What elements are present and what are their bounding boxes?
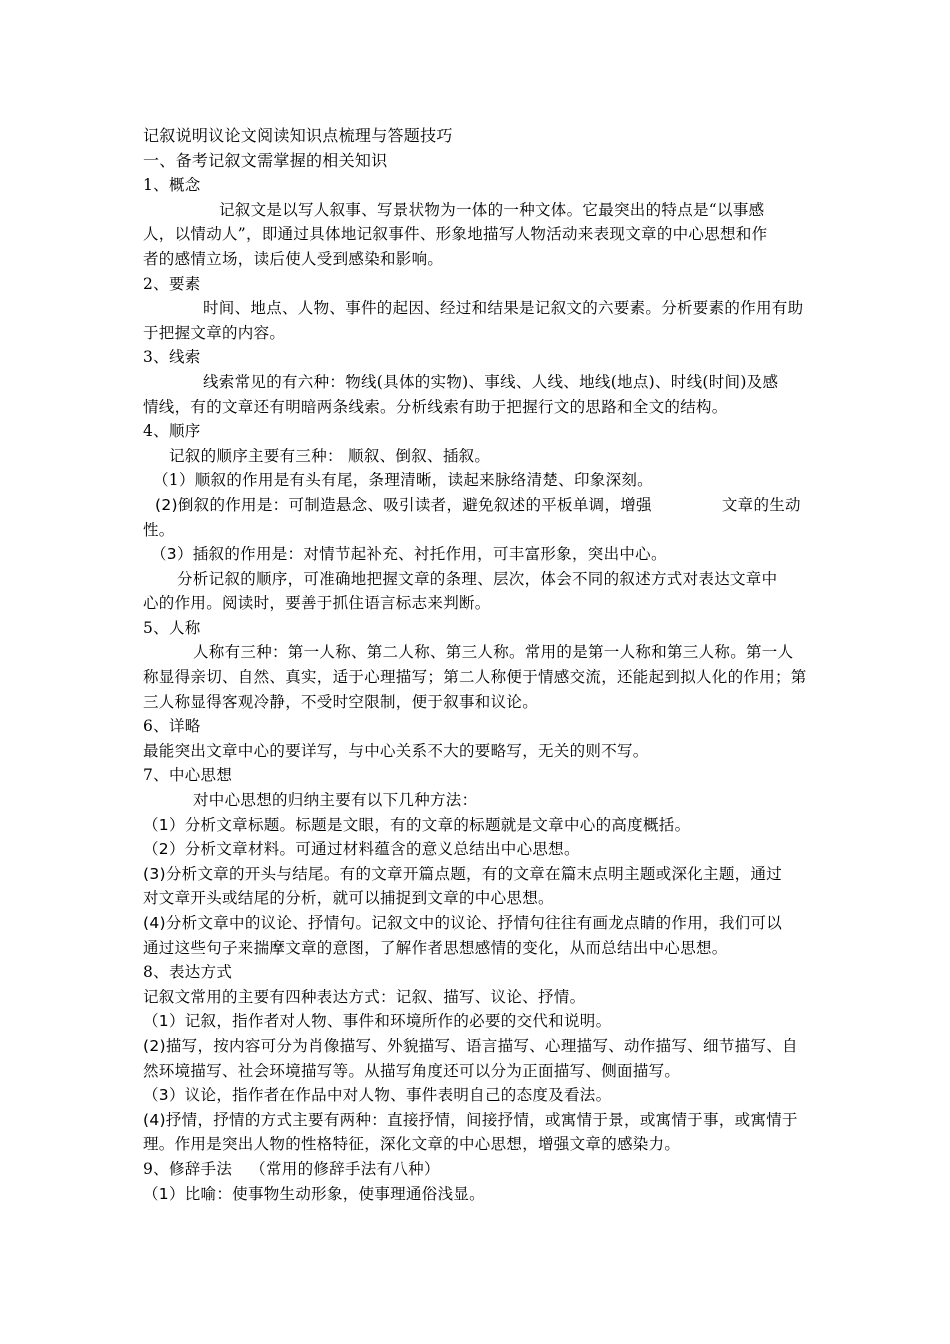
paragraph-line: （1）顺叙的作用是有头有尾，条理清晰，读起来脉络清楚、印象深刻。 (153, 471, 653, 490)
paragraph-line: 称显得亲切、自然、真实，适于心理描写；第二人称便于情感交流，还能起到拟人化的作用；第 (143, 668, 807, 687)
item-heading-order: 4、顺序 (143, 422, 201, 441)
paragraph-line: 记叙文是以写人叙事、写景状物为一体的一种文体。它最突出的特点是“以事感 (219, 200, 765, 219)
document-body (143, 124, 809, 1206)
paragraph-line: 人称有三种：第一人称、第二人称、第三人称。常用的是第一人称和第三人称。第一人 (193, 643, 794, 662)
item-heading-expression: 8、表达方式 (143, 963, 233, 982)
heading-note: （常用的修辞手法有八种） (250, 1159, 440, 1178)
item-heading-elements: 2、要素 (143, 274, 201, 293)
paragraph-line: （1）分析文章标题。标题是文眼，有的文章的标题就是文章中心的高度概括。 (143, 815, 691, 834)
paragraph-line: 于把握文章的内容。 (143, 323, 286, 342)
paragraph-line: 三人称显得客观冷静，不受时空限制，便于叙事和议论。 (143, 692, 539, 711)
paragraph-line: (4)分析文章中的议论、抒情句。记叙文中的议论、抒情句往往有画龙点睛的作用，我们可以 (143, 914, 783, 932)
paragraph-line: 最能突出文章中心的要详写，与中心关系不大的要略写，无关的则不写。 (143, 741, 649, 760)
paragraph-line: 对文章开头或结尾的分析，就可以捕捉到文章的中心思想。 (143, 889, 554, 908)
section-heading: 一、备考记叙文需掌握的相关知识 (143, 150, 388, 170)
paragraph-text: 文章的生动 (721, 495, 801, 514)
paragraph-line: （3）插叙的作用是：对情节起补充、衬托作用，可丰富形象，突出中心。 (151, 545, 667, 564)
paragraph-line: 然环境描写、社会环境描写等。从描写角度还可以分为正面描写、侧面描写。 (143, 1061, 681, 1080)
paragraph-line: 情线，有的文章还有明暗两条线索。分析线索有助于把握行文的思路和全文的结构。 (143, 397, 728, 416)
paragraph-line: 性。 (143, 520, 175, 539)
paragraph-line: 通过这些句子来揣摩文章的意图，了解作者思想感情的变化，从而总结出中心思想。 (143, 938, 728, 957)
paragraph-line: （1）比喻：使事物生动形象，使事理通俗浅显。 (143, 1184, 485, 1203)
paragraph-line: 记叙的顺序主要有三种： 顺叙、倒叙、插叙。 (169, 446, 491, 465)
paragraph-line: 分析记叙的顺序，可准确地把握文章的条理、层次，体会不同的叙述方式对表达文章中 (177, 569, 778, 588)
paragraph-line: (4)抒情，抒情的方式主要有两种：直接抒情，间接抒情，或寓情于景，或寓情于事，或寓情于 (143, 1110, 798, 1129)
paragraph-text: (2)倒叙的作用是：可制造悬念、吸引读者，避免叙述的平板单调，增强 (155, 495, 652, 514)
paragraph-line: 心的作用。阅读时，要善于抓住语言标志来判断。 (143, 594, 491, 613)
paragraph-line: 人，以情动人”，即通过具体地记叙事件、形象地描写人物活动来表现文章的中心思想和作 (143, 225, 768, 244)
document-title: 记叙说明议论文阅读知识点梳理与答题技巧 (143, 126, 453, 145)
item-heading-person: 5、人称 (143, 618, 201, 637)
paragraph-line (143, 493, 809, 518)
paragraph-line: （3）议论，指作者在作品中对人物、事件表明自己的态度及看法。 (143, 1086, 612, 1105)
paragraph-line: 者的感情立场，读后使人受到感染和影响。 (143, 249, 444, 268)
item-heading-detail: 6、详略 (143, 717, 201, 736)
paragraph-line: （1）记叙，指作者对人物、事件和环境所作的必要的交代和说明。 (143, 1012, 612, 1031)
paragraph-line: 时间、地点、人物、事件的起因、经过和结果是记叙文的六要素。分析要素的作用有助 (203, 299, 804, 318)
paragraph-line: (2)描写，按内容可分为肖像描写、外貌描写、语言描写、心理描写、动作描写、细节描写、自 (143, 1036, 798, 1055)
item-heading-concept: 1、概念 (143, 176, 201, 195)
paragraph-line: （2）分析文章材料。可通过材料蕴含的意义总结出中心思想。 (143, 840, 580, 859)
paragraph-line: (3)分析文章的开头与结尾。有的文章开篇点题，有的文章在篇末点明主题或深化主题，通过 (143, 864, 783, 883)
paragraph-line: 理。作用是突出人物的性格特征，深化文章的中心思想，增强文章的感染力。 (143, 1135, 681, 1154)
item-heading-clue: 3、线索 (143, 348, 201, 367)
item-heading-rhetoric (143, 1157, 809, 1182)
paragraph-line: 线索常见的有六种：物线(具体的实物)、事线、人线、地线(地点)、时线(时间)及感 (203, 372, 779, 391)
paragraph-line: 对中心思想的归纳主要有以下几种方法： (193, 791, 478, 810)
item-heading-theme: 7、中心思想 (143, 766, 233, 785)
heading-text: 9、修辞手法 (143, 1159, 233, 1178)
paragraph-line: 记叙文常用的主要有四种表达方式：记叙、描写、议论、抒情。 (143, 987, 586, 1006)
